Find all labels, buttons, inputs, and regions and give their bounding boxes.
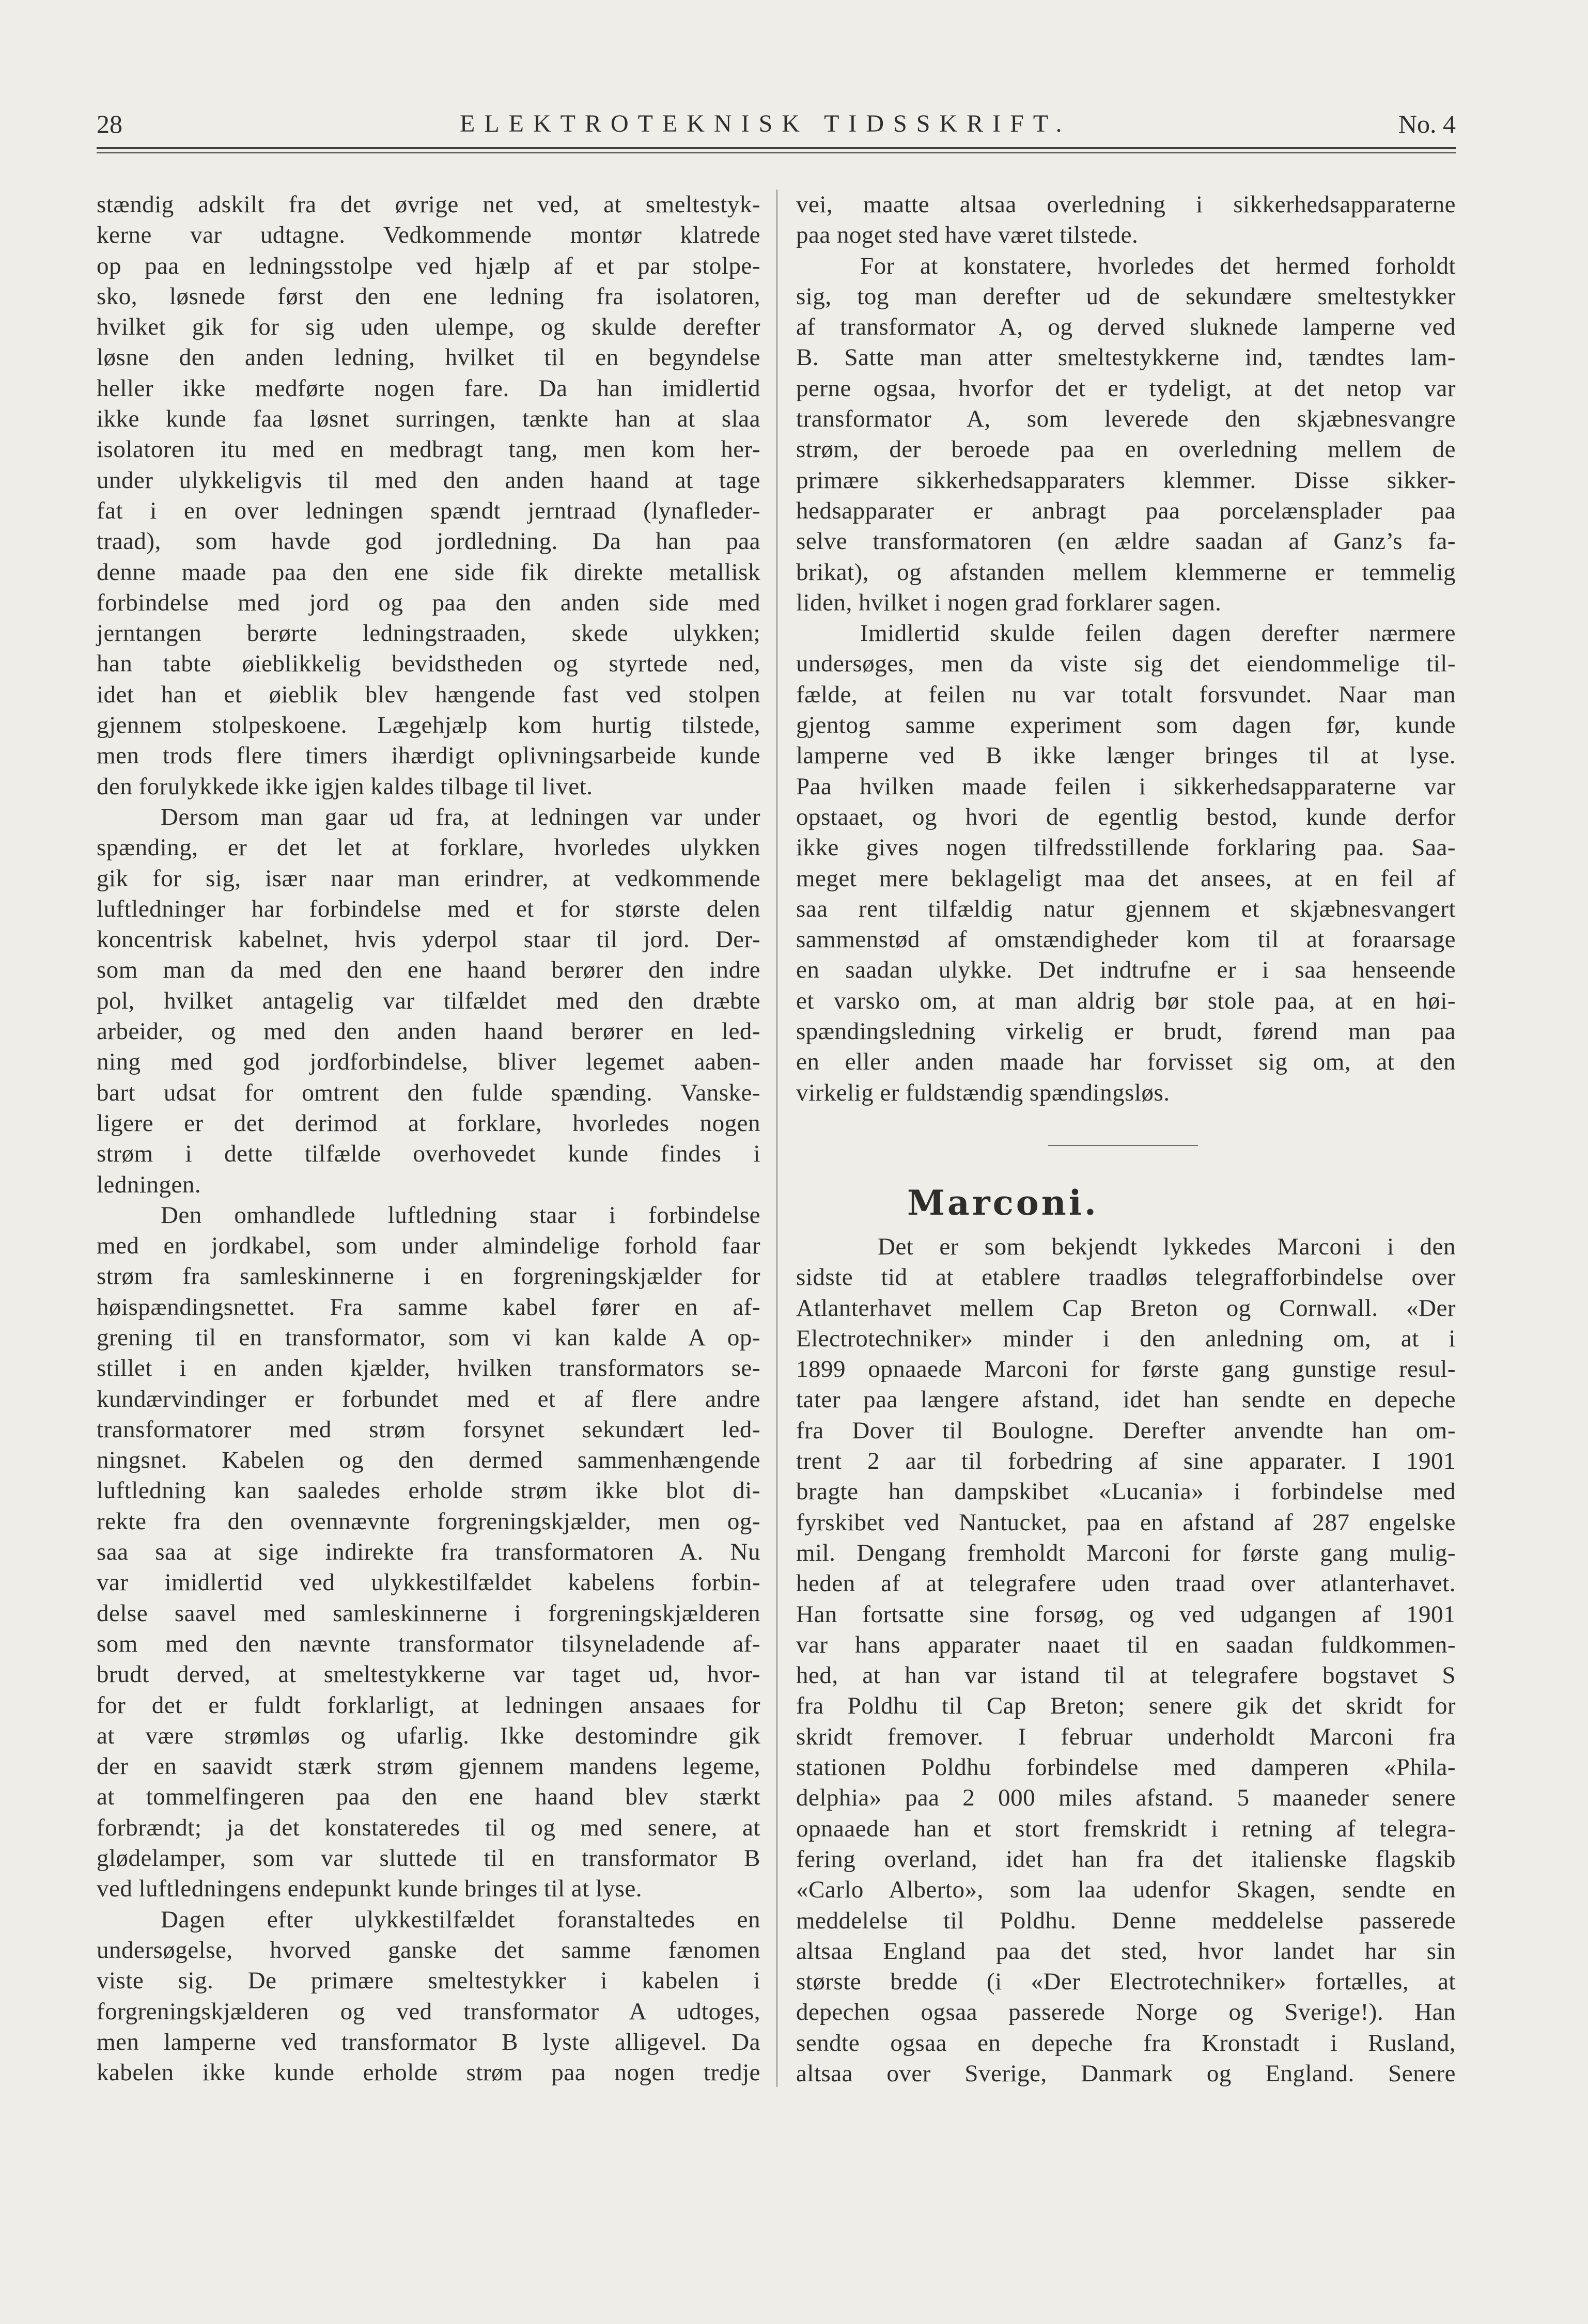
text-line: jerntangen berørte ledningstraaden, skede ulykken; (97, 620, 760, 647)
text-line: af transformator A, og derved sluknede lamperne ved (796, 313, 1456, 341)
text-line: primære sikkerhedsapparaters klemmer. Disse sikker- (796, 466, 1456, 494)
text-line: et varsko om, at man aldrig bør stole paa, at en høi- (796, 987, 1456, 1014)
text-line: grening til en transformator, som vi kan kalde A op- (97, 1324, 760, 1351)
text-line: hedsapparater er anbragt paa porcelænsplader paa (796, 497, 1456, 524)
text-line: ning med god jordforbindelse, bliver legemet aaben- (97, 1048, 760, 1076)
text-line: kundærvindinger er forbundet med et af flere andre (97, 1385, 760, 1412)
text-line: at tommelfingeren paa den ene haand blev stærkt (97, 1783, 760, 1811)
text-line: Imidlertid skulde feilen dagen derefter nærmere (860, 620, 1456, 647)
header-rule (97, 147, 1456, 149)
text-line: under ulykkeligvis til med den anden haand at tage (97, 466, 760, 494)
text-line: fering overland, idet han fra det italienske flagskib (796, 1845, 1456, 1873)
text-line: gik for sig, især naar man erindrer, at vedkommende (97, 865, 760, 892)
text-line: med en jordkabel, som under almindelige forhold faar (97, 1232, 760, 1260)
article-body (796, 1232, 1456, 2089)
text-line: opnaaede han et stort fremskridt i retning af telegra- (796, 1815, 1456, 1842)
text-line: koncentrisk kabelnet, hvis yderpol staar til jord. Der- (97, 926, 760, 953)
text-line: Dagen efter ulykkestilfældet foranstaltedes en (161, 1906, 760, 1933)
text-line: gjennem stolpeskoene. Lægehjælp kom hurtig tilstede, (97, 712, 760, 739)
paragraph (97, 802, 760, 1200)
paragraph (796, 190, 1456, 251)
text-line: B. Satte man atter smeltestykkerne ind, tændtes lam- (796, 344, 1456, 371)
text-line: pol, hvilket antagelig var tilfældet med den dræbte (97, 987, 760, 1014)
section-rule (1048, 1145, 1198, 1146)
text-line: den forulykkede ikke igjen kaldes tilbage til livet. (97, 773, 593, 800)
text-line: isolatoren itu med en medbragt tang, men kom her- (97, 436, 760, 463)
text-line: Dersom man gaar ud fra, at ledningen var under (161, 803, 760, 830)
issue-number: No. 4 (1398, 109, 1456, 138)
text-line: ved luftledningens endepunkt kunde bringes til at lyse. (97, 1875, 643, 1903)
text-line: ledningen. (97, 1171, 201, 1198)
text-line: transformatorer med strøm forsynet sekundært led- (97, 1416, 760, 1443)
text-line: liden, hvilket i nogen grad forklarer sagen. (796, 589, 1222, 616)
text-line: virkelig er fuldstændig spændingsløs. (796, 1079, 1170, 1106)
text-line: For at konstatere, hvorledes det hermed forholdt (860, 252, 1456, 279)
text-line: at være strømløs og ufarlig. Ikke destomindre gik (97, 1722, 760, 1749)
article-heading: Marconi. (907, 1183, 1099, 1223)
text-line: undersøgelse, hvorved ganske det samme fænomen (97, 1936, 760, 1964)
text-line: Atlanterhavet mellem Cap Breton og Cornwall. «Der (796, 1294, 1456, 1322)
text-line: brudt derved, at smeltestykkerne var taget ud, hvor- (97, 1661, 760, 1688)
text-line: bragte han dampskibet «Lucania» i forbindelse med (796, 1478, 1456, 1505)
text-line: meget mere beklageligt maa det ansees, at en feil af (796, 865, 1456, 892)
text-line: trent 2 aar til forbedring af sine apparater. I 1901 (796, 1448, 1456, 1475)
text-line: mil. Dengang fremholdt Marconi for første gang mulig- (796, 1539, 1456, 1566)
text-line: idet han et øieblik blev hængende fast ved stolpen (97, 681, 760, 708)
right-column (796, 190, 1456, 1108)
text-line: ningsnet. Kabelen og den dermed sammenhængende (97, 1447, 760, 1474)
text-line: sko, løsnede først den ene ledning fra isolatoren, (97, 282, 760, 310)
text-line: altsaa England paa det sted, hvor landet har sin (796, 1937, 1456, 1965)
paragraph (97, 1905, 760, 2089)
paragraph (796, 251, 1456, 619)
text-line: Paa hvilken maade feilen i sikkerhedsapparaterne var (796, 773, 1456, 800)
text-line: undersøges, men da viste sig det eiendommelige til- (796, 650, 1456, 678)
paragraph (97, 190, 760, 802)
page-number: 28 (97, 109, 122, 138)
text-line: strøm i dette tilfælde overhovedet kunde findes i (97, 1140, 760, 1168)
text-line: gjentog samme experiment som dagen før, kunde (796, 712, 1456, 739)
text-line: han tabte øieblikkelig bevidstheden og styrtede ned, (97, 650, 760, 678)
text-line: «Carlo Alberto», som laa udenfor Skagen, sendte en (796, 1876, 1456, 1904)
text-line: skridt fremover. I februar underholdt Marconi fra (796, 1723, 1456, 1750)
text-line: glødelamper, som var sluttede til en transformator B (97, 1845, 760, 1872)
text-line: ligere er det derimod at forklare, hvorledes nogen (97, 1109, 760, 1137)
text-line: løsne den anden ledning, hvilket til en begyndelse (97, 344, 760, 371)
text-line: for det er fuldt forklarligt, at ledningen ansaaes for (97, 1691, 760, 1719)
header-rule (97, 152, 1456, 153)
text-line: strøm, der beroede paa en overledning mellem de (796, 436, 1456, 463)
text-line: kabelen ikke kunde erholde strøm paa nogen tredje (97, 2059, 760, 2086)
text-line: sammenstød af omstændigheder kom til at foraarsage (796, 926, 1456, 953)
text-line: 1899 opnaaede Marconi for første gang gunstige resul- (796, 1356, 1456, 1383)
text-line: forbrændt; ja det konstateredes til og med senere, at (97, 1814, 760, 1841)
text-line: traad), som havde god jordledning. Da han paa (97, 528, 760, 555)
column-divider (776, 190, 777, 2087)
text-line: saa rent tilfældig natur gjennem et skjæbnesvangert (796, 895, 1456, 922)
text-line: der en saavidt stærk strøm gjennem mandens legeme, (97, 1753, 760, 1780)
text-line: paa noget sted have været tilstede. (796, 222, 1139, 249)
text-line: delphia» paa 2 000 miles afstand. 5 maaneder senere (796, 1784, 1456, 1812)
text-line: arbeider, og med den anden haand berører en led- (97, 1018, 760, 1045)
text-line: kerne var udtagne. Vedkommende montør klatrede (97, 222, 760, 249)
text-line: bart udsat for omtrent den fulde spænding. Vanske- (97, 1079, 760, 1106)
text-line: som med den nævnte transformator tilsyneladende af- (97, 1630, 760, 1657)
text-line: vei, maatte altsaa overledning i sikkerhedsapparaterne (796, 191, 1456, 218)
text-line: forbindelse med jord og paa den anden side med (97, 589, 760, 616)
text-line: var imidlertid ved ulykkestilfældet kabelens forbin- (97, 1569, 760, 1596)
text-line: forgreningskjælderen og ved transformator A udtoges, (97, 1998, 760, 2025)
text-line: sig, tog man derefter ud de sekundære smeltestykker (796, 282, 1456, 310)
text-line: opstaaet, og hvori de egentlig bestod, kunde derfor (796, 803, 1456, 830)
text-line: delse saavel med samleskinnerne i forgreningskjælderen (97, 1599, 760, 1627)
paragraph (97, 1200, 760, 1905)
text-line: Den omhandlede luftledning staar i forbindelse (161, 1201, 760, 1229)
paragraph (796, 618, 1456, 1108)
text-line: stændig adskilt fra det øvrige net ved, at smeltestyk- (97, 191, 760, 218)
text-line: som man da med den ene haand berører den indre (97, 956, 760, 984)
text-line: op paa en ledningsstolpe ved hjælp af et par stolpe- (97, 252, 760, 279)
left-column (97, 190, 760, 2088)
text-line: viste sig. De primære smeltestykker i kabelen i (97, 1967, 760, 1995)
text-line: største bredde (i «Der Electrotechniker» fortælles, at (796, 1968, 1456, 1996)
text-line: depechen ogsaa passerede Norge og Sverige!). Han (796, 1999, 1456, 2026)
paragraph (796, 1232, 1456, 2089)
text-line: perne ogsaa, hvorfor det er tydeligt, at det netop var (796, 374, 1456, 402)
text-line: stationen Poldhu forbindelse med damperen «Phila- (796, 1754, 1456, 1781)
journal-title: ELEKTROTEKNISK TIDSSKRIFT. (460, 110, 1071, 137)
text-line: ikke gives nogen tilfredsstillende forklaring paa. Saa- (796, 834, 1456, 861)
text-line: Han fortsatte sine forsøg, og ved udgangen af 1901 (796, 1600, 1456, 1628)
text-line: luftledning kan saaledes erholde strøm ikke blot di- (97, 1477, 760, 1504)
text-line: ikke kunde faa løsnet surringen, tænkte han at slaa (97, 405, 760, 433)
text-line: selve transformatoren (en ældre saadan af Ganz’s fa- (796, 528, 1456, 555)
text-line: fra Poldhu til Cap Breton; senere gik det skridt for (796, 1692, 1456, 1720)
text-line: høispændingsnettet. Fra samme kabel fører en af- (97, 1293, 760, 1321)
text-line: sidste tid at etablere traadløs telegrafforbindelse over (796, 1264, 1456, 1291)
text-line: luftledninger har forbindelse med et for største delen (97, 895, 760, 922)
text-line: strøm fra samleskinnerne i en forgreningskjælder for (97, 1263, 760, 1290)
text-line: fra Dover til Boulogne. Derefter anvendte han om- (796, 1417, 1456, 1444)
text-line: men trods flere timers ihærdigt oplivningsarbeide kunde (97, 742, 760, 770)
text-line: hed, at han var istand til at telegrafere bogstavet S (796, 1662, 1456, 1689)
text-line: var hans apparater naaet til en saadan fuldkommen- (796, 1631, 1456, 1658)
text-line: rekte fra den ovennævnte forgreningskjælder, men og- (97, 1508, 760, 1535)
text-line: fyrskibet ved Nantucket, paa en afstand af 287 engelske (796, 1509, 1456, 1536)
text-line: spænding, er det let at forklare, hvorledes ulykken (97, 834, 760, 861)
text-line: tater paa længere afstand, idet han sendte en depeche (796, 1386, 1456, 1414)
text-line: lamperne ved B ikke længer bringes til at lyse. (796, 742, 1456, 770)
text-line: spændingsledning virkelig er brudt, førend man paa (796, 1018, 1456, 1045)
text-line: en eller anden maade har forvisset sig om, at den (796, 1048, 1456, 1076)
text-line: meddelelse til Poldhu. Denne meddelelse passerede (796, 1907, 1456, 1934)
text-line: heller ikke medførte nogen fare. Da han imidlertid (97, 374, 760, 402)
text-line: denne maade paa den ene side fik direkte metallisk (97, 558, 760, 586)
text-line: Det er som bekjendt lykkedes Marconi i den (878, 1233, 1456, 1260)
text-line: stillet i en anden kjælder, hvilken transformators se- (97, 1355, 760, 1382)
text-line: men lamperne ved transformator B lyste alligevel. Da (97, 2028, 760, 2055)
text-line: en saadan ulykke. Det indtrufne er i saa henseende (796, 956, 1456, 984)
text-line: hvilket gik for sig uden ulempe, og skulde derefter (97, 313, 760, 341)
text-line: sendte ogsaa en depeche fra Kronstadt i Rusland, (796, 2029, 1456, 2056)
text-line: fat i en over ledningen spændt jerntraad (lynafleder- (97, 497, 760, 524)
text-line: heden af at telegrafere uden traad over atlanterhavet. (796, 1570, 1456, 1597)
text-line: altsaa over Sverige, Danmark og England. Senere (796, 2060, 1456, 2087)
text-line: saa saa at sige indirekte fra transformatoren A. Nu (97, 1538, 760, 1566)
text-line: transformator A, som leverede den skjæbnesvangre (796, 405, 1456, 433)
text-line: fælde, at feilen nu var totalt forsvundet. Naar man (796, 681, 1456, 708)
text-line: Electrotechniker» minder i den anledning om, at i (796, 1325, 1456, 1352)
text-line: brikat), og afstanden mellem klemmerne er temmelig (796, 558, 1456, 586)
